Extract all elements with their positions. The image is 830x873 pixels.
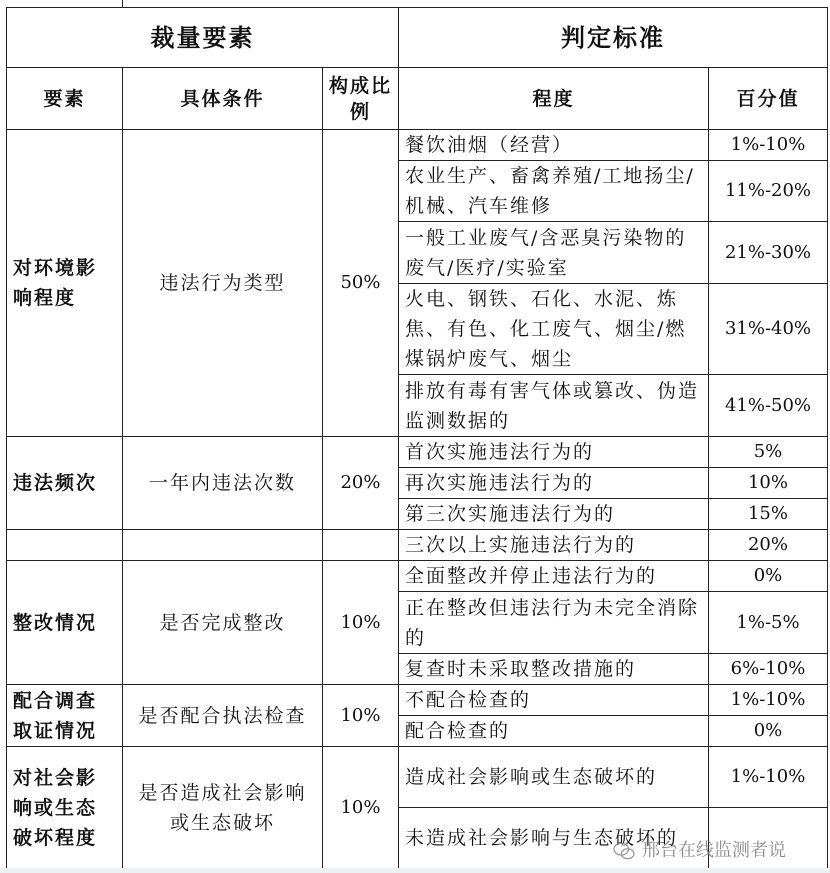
percent-cell: 0%	[709, 716, 828, 747]
table-top-stub	[122, 0, 123, 7]
ratio-cell: 50%	[323, 130, 399, 437]
empty-cell	[7, 530, 123, 561]
empty-cell	[323, 530, 399, 561]
condition-cell: 一年内违法次数	[123, 437, 323, 530]
percent-cell: 15%	[709, 499, 828, 530]
page-bottom-strip	[0, 868, 830, 873]
watermark-text: 邢台在线监测者说	[642, 840, 786, 861]
percent-cell: 31%-40%	[709, 284, 828, 375]
ratio-cell: 20%	[323, 437, 399, 530]
degree-cell: 不配合检查的	[399, 685, 709, 716]
percent-cell: 5%	[709, 437, 828, 468]
condition-cell: 是否完成整改	[123, 561, 323, 685]
element-cell: 对社会影响或生态破坏程度	[7, 747, 123, 869]
degree-cell: 未造成社会影响与生态破坏的	[399, 808, 709, 869]
percent-cell: 20%	[709, 530, 828, 561]
col-percent: 百分值	[709, 68, 828, 130]
col-degree: 程度	[399, 68, 709, 130]
col-ratio: 构成比例	[323, 68, 399, 130]
degree-cell: 农业生产、畜禽养殖/工地扬尘/机械、汽车维修	[399, 161, 709, 222]
degree-cell: 造成社会影响或生态破坏的	[399, 747, 709, 808]
degree-cell: 再次实施违法行为的	[399, 468, 709, 499]
percent-cell: 11%-20%	[709, 161, 828, 222]
header-discretion-elements: 裁量要素	[7, 8, 399, 68]
degree-cell: 正在整改但违法行为未完全消除的	[399, 592, 709, 654]
degree-cell: 首次实施违法行为的	[399, 437, 709, 468]
element-cell: 违法频次	[7, 437, 123, 530]
percent-cell: 1%-10%	[709, 130, 828, 161]
ratio-cell: 10%	[323, 747, 399, 869]
header-criteria: 判定标准	[399, 8, 828, 68]
degree-cell: 第三次实施违法行为的	[399, 499, 709, 530]
percent-cell: 41%-50%	[709, 375, 828, 437]
degree-cell: 三次以上实施违法行为的	[399, 530, 709, 561]
degree-cell: 复查时未采取整改措施的	[399, 654, 709, 685]
percent-cell	[709, 808, 828, 869]
empty-cell	[123, 530, 323, 561]
element-cell: 整改情况	[7, 561, 123, 685]
percent-cell: 1%-10%	[709, 747, 828, 808]
percent-cell: 0%	[709, 561, 828, 592]
col-condition: 具体条件	[123, 68, 323, 130]
discretion-table	[6, 7, 828, 869]
percent-cell: 1%-5%	[709, 592, 828, 654]
degree-cell: 排放有毒有害气体或篡改、伪造监测数据的	[399, 375, 709, 437]
percent-cell: 10%	[709, 468, 828, 499]
ratio-cell: 10%	[323, 685, 399, 747]
percent-cell: 6%-10%	[709, 654, 828, 685]
percent-cell: 21%-30%	[709, 222, 828, 284]
condition-cell: 是否造成社会影响或生态破坏	[123, 747, 323, 869]
condition-cell: 是否配合执法检查	[123, 685, 323, 747]
degree-cell: 火电、钢铁、石化、水泥、炼焦、有色、化工废气、烟尘/燃煤锅炉废气、烟尘	[399, 284, 709, 375]
percent-cell: 1%-10%	[709, 685, 828, 716]
degree-cell: 配合检查的	[399, 716, 709, 747]
ratio-cell: 10%	[323, 561, 399, 685]
col-element: 要素	[7, 68, 123, 130]
element-cell: 配合调查取证情况	[7, 685, 123, 747]
degree-cell: 全面整改并停止违法行为的	[399, 561, 709, 592]
condition-cell: 违法行为类型	[123, 130, 323, 437]
degree-cell: 一般工业废气/含恶臭污染物的废气/医疗/实验室	[399, 222, 709, 284]
element-cell: 对环境影响程度	[7, 130, 123, 437]
degree-cell: 餐饮油烟（经营）	[399, 130, 709, 161]
